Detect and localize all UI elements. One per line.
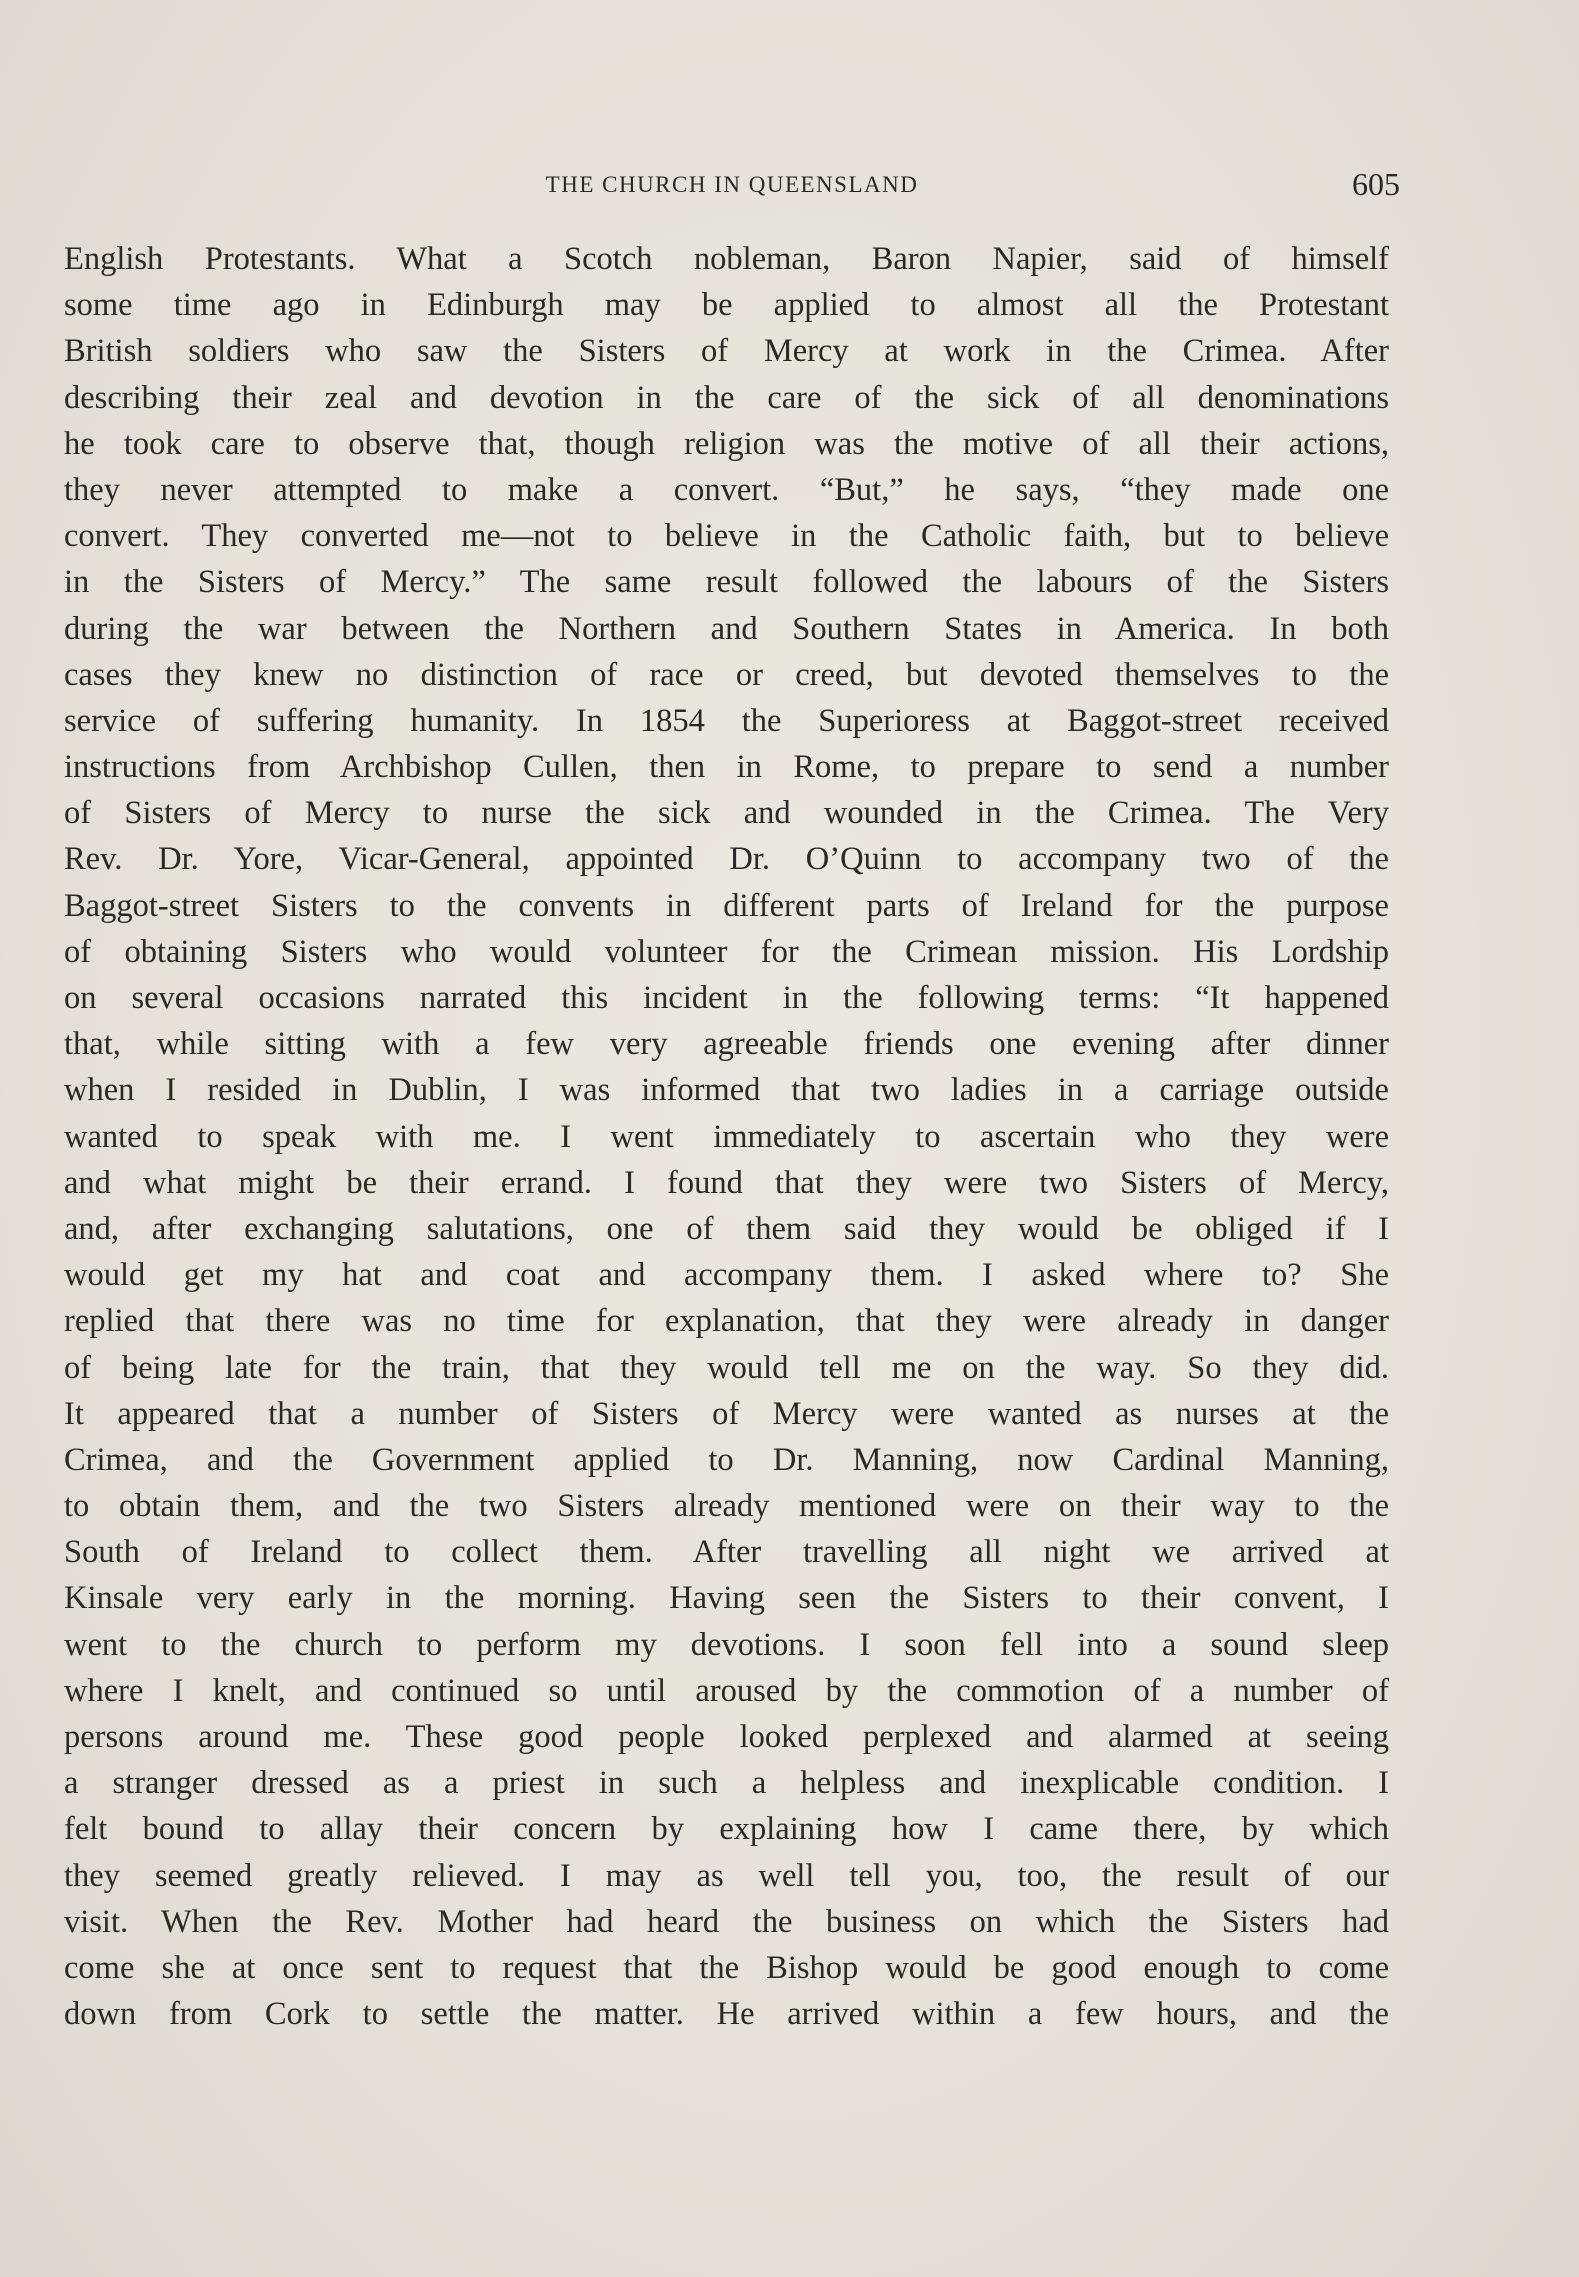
text-line: convert. They converted me—not to believe in the Catholic faith, but to believe [64,518,1389,555]
text-line: he took care to observe that, though religion was the motive of all their actions, [64,425,1389,462]
text-line: to obtain them, and the two Sisters already mentioned were on their way to the [64,1488,1389,1525]
text-line: when I resided in Dublin, I was informed that two ladies in a carriage outside [64,1072,1389,1109]
text-line: a stranger dressed as a priest in such a helpless and inexplicable condition. I [64,1765,1389,1802]
text-line: of Sisters of Mercy to nurse the sick and wounded in the Crimea. The Very [64,795,1389,832]
text-line: Crimea, and the Government applied to Dr. Manning, now Cardinal Manning, [64,1441,1389,1478]
text-line: that, while sitting with a few very agreeable friends one evening after dinner [64,1026,1389,1063]
text-line: they never attempted to make a convert. “But,” he says, “they made one [64,471,1389,508]
running-title: THE CHURCH IN QUEENSLAND [545,172,919,197]
text-line: English Protestants. What a Scotch nobleman, Baron Napier, said of himself [64,241,1389,277]
text-line: service of suffering humanity. In 1854 the Superioress at Baggot-street received [64,702,1389,739]
running-head [64,168,1400,208]
text-line: went to the church to perform my devotions. I soon fell into a sound sleep [64,1626,1389,1663]
text-line: British soldiers who saw the Sisters of Mercy at work in the Crimea. After [64,333,1389,370]
text-line: some time ago in Edinburgh may be applied to almost all the Protestant [64,287,1389,324]
text-line: Kinsale very early in the morning. Having seen the Sisters to their convent, I [64,1580,1389,1617]
text-line: during the war between the Northern and Southern States in America. In both [64,610,1389,647]
text-line: of being late for the train, that they would tell me on the way. So they did. [64,1349,1389,1386]
text-line: instructions from Archbishop Cullen, then in Rome, to prepare to send a number [64,749,1389,786]
text-line: would get my hat and coat and accompany them. I asked where to? She [64,1257,1389,1294]
text-line: in the Sisters of Mercy.” The same result followed the labours of the Sisters [64,564,1389,601]
text-line: they seemed greatly relieved. I may as well tell you, too, the result of our [64,1857,1389,1894]
text-line: persons around me. These good people looked perplexed and alarmed at seeing [64,1719,1389,1755]
text-line: describing their zeal and devotion in the care of the sick of all denominations [64,379,1389,416]
page-number: 605 [1352,166,1400,202]
text-line: Baggot-street Sisters to the convents in different parts of Ireland for the purpose [64,887,1389,924]
text-line: come she at once sent to request that the Bishop would be good enough to come [64,1949,1389,1986]
text-line: felt bound to allay their concern by explaining how I came there, by which [64,1811,1389,1848]
text-line: Rev. Dr. Yore, Vicar-General, appointed Dr. O’Quinn to accompany two of the [64,841,1389,878]
body-text [64,236,1389,2037]
text-line: and, after exchanging salutations, one of them said they would be obliged if I [64,1210,1389,1247]
text-line: It appeared that a number of Sisters of Mercy were wanted as nurses at the [64,1395,1389,1432]
text-line: replied that there was no time for explanation, that they were already in danger [64,1303,1389,1340]
text-line: visit. When the Rev. Mother had heard the business on which the Sisters had [64,1903,1389,1940]
text-line: on several occasions narrated this incident in the following terms: “It happened [64,980,1389,1016]
text-line: wanted to speak with me. I went immediately to ascertain who they were [64,1118,1389,1155]
text-line: down from Cork to settle the matter. He arrived within a few hours, and the [64,1996,1389,2033]
text-line: South of Ireland to collect them. After travelling all night we arrived at [64,1534,1389,1571]
text-line: and what might be their errand. I found that they were two Sisters of Mercy, [64,1164,1389,1201]
text-line: where I knelt, and continued so until aroused by the commotion of a number of [64,1672,1389,1709]
text-line: cases they knew no distinction of race or creed, but devoted themselves to the [64,656,1389,693]
text-line: of obtaining Sisters who would volunteer for the Crimean mission. His Lordship [64,933,1389,970]
